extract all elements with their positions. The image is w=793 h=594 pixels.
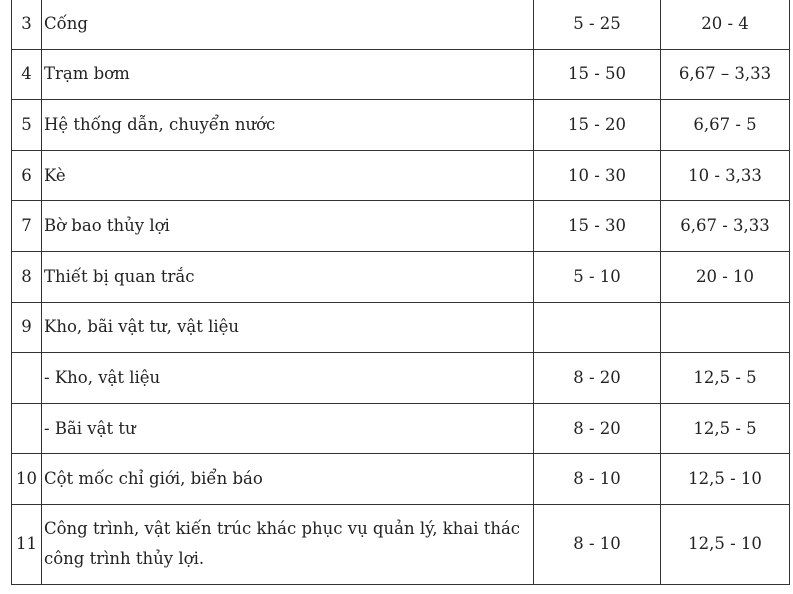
range-b: 12,5 - 5 — [661, 403, 790, 454]
table-row — [12, 251, 790, 302]
item-name: Cột mốc chỉ giới, biển báo — [42, 454, 534, 505]
table-row — [12, 0, 790, 49]
table-row — [12, 353, 790, 404]
item-name: Cống — [42, 0, 534, 49]
table-row — [12, 504, 790, 584]
table-row — [12, 49, 790, 100]
range-b: 12,5 - 10 — [661, 504, 790, 584]
range-b: 20 - 10 — [661, 251, 790, 302]
range-a — [534, 302, 661, 353]
table-row — [12, 403, 790, 454]
range-a: 15 - 20 — [534, 100, 661, 151]
row-number: 8 — [12, 251, 42, 302]
row-number: 11 — [12, 504, 42, 584]
asset-depreciation-table — [11, 0, 790, 585]
row-number: 9 — [12, 302, 42, 353]
row-number: 7 — [12, 201, 42, 252]
table-row — [12, 454, 790, 505]
row-number: 10 — [12, 454, 42, 505]
item-name-line-2: công trình thủy lợi. — [44, 549, 205, 569]
range-b: 12,5 - 10 — [661, 454, 790, 505]
row-number: 6 — [12, 150, 42, 201]
range-a: 10 - 30 — [534, 150, 661, 201]
row-number: 3 — [12, 0, 42, 49]
table-row — [12, 302, 790, 353]
item-name: - Kho, vật liệu — [42, 353, 534, 404]
range-b: 6,67 - 3,33 — [661, 201, 790, 252]
range-a: 5 - 10 — [534, 251, 661, 302]
item-name: Hệ thống dẫn, chuyển nước — [42, 100, 534, 151]
range-b: 12,5 - 5 — [661, 353, 790, 404]
item-name: Bờ bao thủy lợi — [42, 201, 534, 252]
range-b: 6,67 – 3,33 — [661, 49, 790, 100]
item-name: - Bãi vật tư — [42, 403, 534, 454]
item-name: Thiết bị quan trắc — [42, 251, 534, 302]
range-a: 15 - 50 — [534, 49, 661, 100]
range-a: 15 - 30 — [534, 201, 661, 252]
range-a: 8 - 10 — [534, 454, 661, 505]
table-row — [12, 100, 790, 151]
range-a: 8 - 20 — [534, 353, 661, 404]
row-number: 5 — [12, 100, 42, 151]
row-number — [12, 403, 42, 454]
range-b — [661, 302, 790, 353]
range-a: 8 - 10 — [534, 504, 661, 584]
range-a: 5 - 25 — [534, 0, 661, 49]
item-name: Trạm bơm — [42, 49, 534, 100]
range-b: 10 - 3,33 — [661, 150, 790, 201]
item-name: Kè — [42, 150, 534, 201]
row-number — [12, 353, 42, 404]
range-b: 20 - 4 — [661, 0, 790, 49]
table-row — [12, 150, 790, 201]
item-name — [42, 504, 534, 584]
range-a: 8 - 20 — [534, 403, 661, 454]
table-row — [12, 201, 790, 252]
range-b: 6,67 - 5 — [661, 100, 790, 151]
item-name-line-1: Công trình, vật kiến trúc khác phục vụ quản lý, khai thác — [44, 519, 521, 539]
row-number: 4 — [12, 49, 42, 100]
item-name: Kho, bãi vật tư, vật liệu — [42, 302, 534, 353]
